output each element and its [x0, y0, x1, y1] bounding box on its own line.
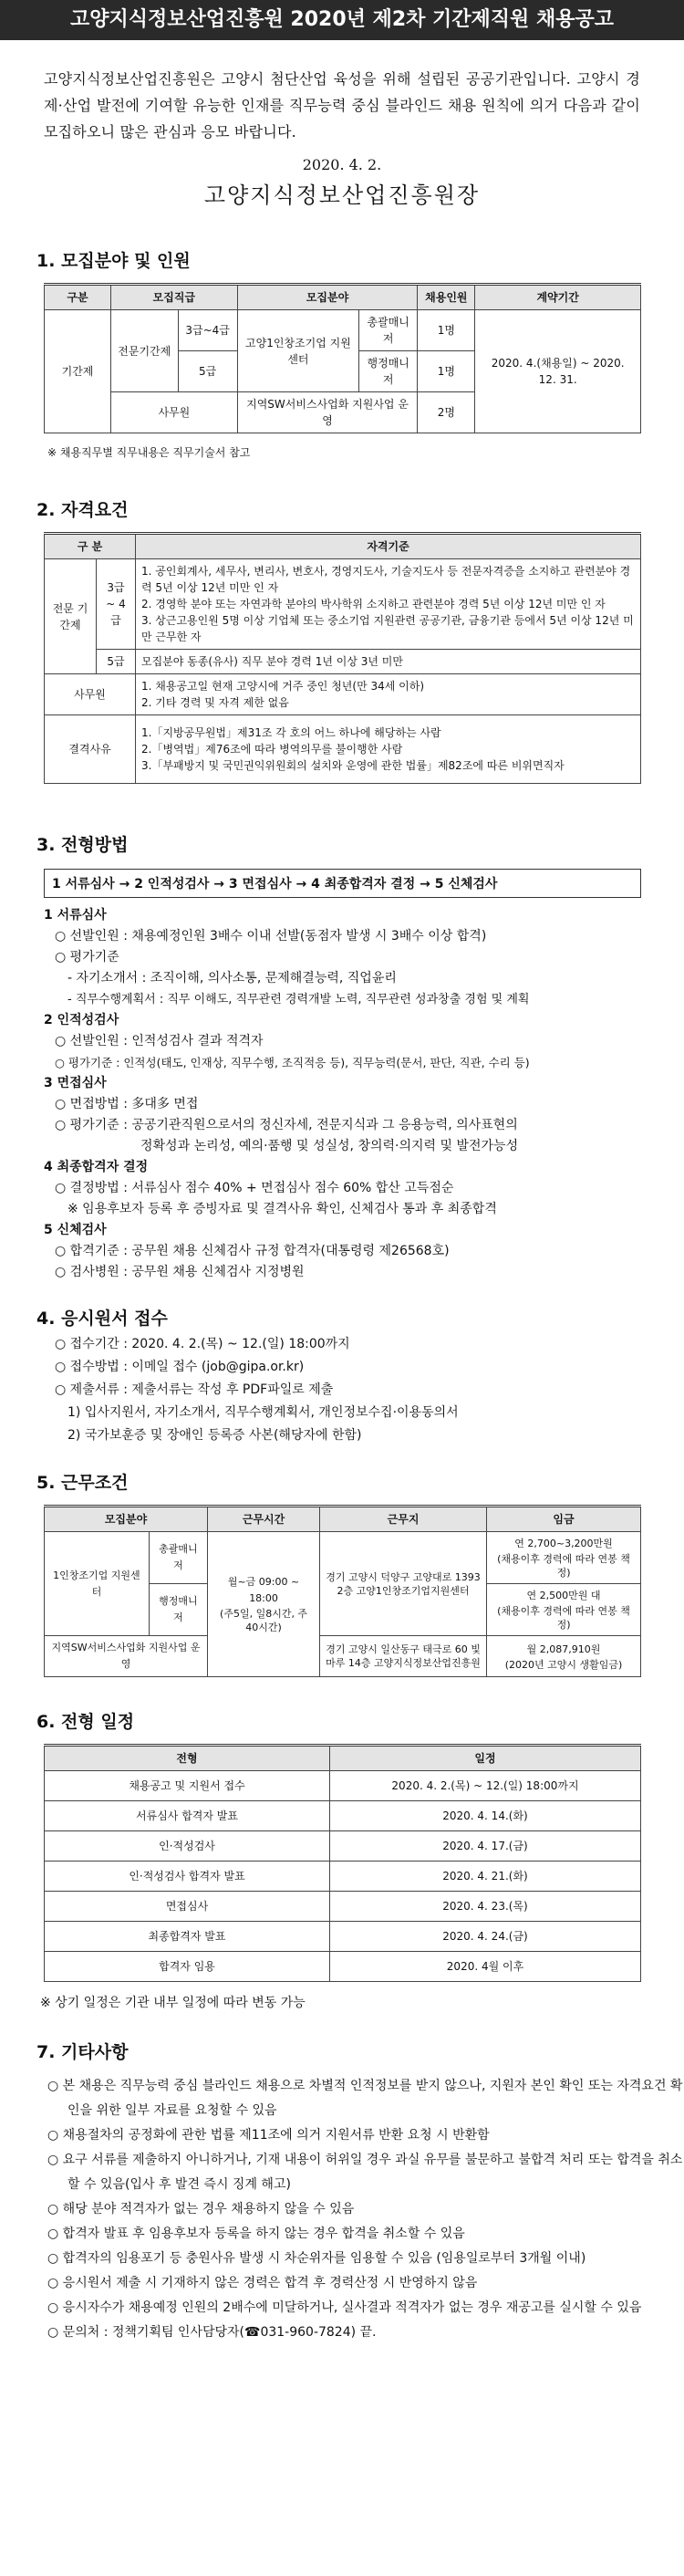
cell-count-2: 1명 — [418, 351, 475, 392]
cell-req34 — [136, 559, 641, 650]
notice-date: 2020. 4. 2. — [302, 156, 382, 173]
selection-flow: 1 서류심사 → 2 인적성검사 → 3 면접심사 → 4 최종합격자 결정 → 5 신체검사 — [44, 869, 641, 898]
cell-center: 1인창조기업 지원센터 — [45, 1532, 150, 1636]
req3-item: 1.「지방공무원법」제31조 각 호의 어느 하나에 해당하는 사람 — [141, 726, 441, 739]
application-details — [44, 1333, 684, 1447]
cell-count-3: 2명 — [418, 392, 475, 433]
cell-r3: 지역SW서비스사업화 지원사업 운영 — [45, 1636, 208, 1677]
section-3-heading: 3. 전형방법 — [36, 835, 129, 855]
step-3-line: ○ 면접방법 : 多대多 면접 — [55, 1097, 199, 1111]
apply-line: 1) 입사지원서, 자기소개서, 직무수행계획서, 개인정보수집·이용동의서 — [67, 1405, 459, 1420]
work-conditions-table — [44, 1505, 641, 1677]
pay2-text: 연 2,500만원 대 — [526, 1590, 601, 1601]
pay3-note: (2020년 고양시 생활임금) — [504, 1658, 623, 1671]
cell-clerk: 사무원 — [111, 392, 238, 433]
schedule-stage: 채용공고 및 지원서 접수 — [45, 1771, 330, 1801]
cell-req2 — [136, 674, 641, 715]
list-item: ○ 문의처 : 정책기획팀 인사담당자(☎031-960-7824) 끝. — [47, 2325, 377, 2340]
cell-pay3 — [487, 1636, 641, 1677]
apply-line: ○ 접수기간 : 2020. 4. 2.(목) ~ 12.(일) 18:00까지 — [55, 1337, 350, 1351]
selection-details — [44, 905, 684, 1283]
schedule-date: 2020. 4. 21.(화) — [330, 1862, 641, 1892]
list-item: ○ 합격자의 임용포기 등 충원사유 발생 시 차순위자를 임용할 수 있음 (임용일로부터 3개월 이내) — [47, 2251, 586, 2266]
s1-note: ※ 채용직무별 직무내용은 직무기술서 참고 — [47, 446, 251, 459]
cell-hours — [208, 1532, 320, 1677]
cell-g5: 5급 — [97, 650, 136, 674]
th-category: 구분 — [45, 285, 111, 310]
cell-place2: 경기 고양시 일산동구 태극로 60 빛마루 14층 고양지식정보산업진흥원 — [320, 1636, 487, 1677]
th-field: 모집분야 — [237, 285, 418, 310]
req34-item: 2. 경영학 분야 또는 자연과학 분야의 박사학위 소지하고 관련분야 경력 5년 이상 12년 미만 인 자 — [141, 598, 606, 610]
schedule-stage: 서류심사 합격자 발표 — [45, 1801, 330, 1831]
schedule-date: 2020. 4. 24.(금) — [330, 1922, 641, 1952]
th-stage: 전형 — [45, 1746, 330, 1771]
intro-paragraph: 고양지식정보산업진흥원은 고양시 첨단산업 육성을 위해 설립된 공공기관입니다. 고양시 경제·산업 발전에 기여할 유능한 인재를 직무능력 중심 블라인드 채용 원칙에 의거 다음과 같이 모집하오니 많은 관심과 응모 바랍니다. — [44, 70, 640, 141]
cell-center: 고양1인창조기업 지원센터 — [237, 310, 358, 392]
step-5-line: ○ 검사병원 : 공무원 채용 신체검사 지정병원 — [55, 1265, 305, 1279]
schedule-stage: 인·적성검사 — [45, 1831, 330, 1862]
cell-group: 기간제 — [45, 310, 111, 433]
step-2-line: ○ 선발인원 : 인적성검사 결과 적격자 — [55, 1034, 264, 1048]
step-1-line: - 자기소개서 : 조직이해, 의사소통, 문제해결능력, 직업윤리 — [67, 971, 397, 986]
qualification-table — [44, 532, 641, 784]
th-hours: 근무시간 — [208, 1507, 320, 1532]
req34-item: 3. 상근고용인원 5명 이상 기업체 또는 중소기업 지원관련 공공기관, 금융기관 등에서 5년 이상 12년 미만 근무한 자 — [141, 614, 634, 643]
cell-g34: 3급 ~ 4급 — [97, 559, 136, 650]
table-row — [45, 1801, 641, 1831]
cell-period: 2020. 4.(채용일) ~ 2020. 12. 31. — [475, 310, 641, 433]
section-6-heading: 6. 전형 일정 — [36, 1712, 135, 1732]
req34-item: 1. 공인회계사, 세무사, 변리사, 변호사, 경영지도사, 기술지도사 등 전문자격증을 소지하고 관련분야 경력 5년 이상 12년 미만 인 자 — [141, 565, 631, 594]
list-item: ○ 본 채용은 직무능력 중심 블라인드 채용으로 차별적 인적정보를 받지 않으나, 지원자 본인 확인 또는 자격요건 확인을 위한 일부 자료를 요청할 수 있음 — [47, 2079, 683, 2118]
misc-list — [44, 2074, 684, 2345]
pay3-text: 월 2,087,910원 — [526, 1643, 601, 1655]
hours-note: (주5일, 일8시간, 주40시간) — [220, 1608, 308, 1633]
schedule-date: 2020. 4월 이후 — [330, 1952, 641, 1982]
issuer-name: 고양지식정보산업진흥원장 — [203, 183, 481, 208]
schedule-stage: 인·적성검사 합격자 발표 — [45, 1862, 330, 1892]
list-item: ○ 해당 분야 적격자가 없는 경우 채용하지 않을 수 있음 — [47, 2202, 355, 2216]
cell-grade-2: 5급 — [178, 351, 237, 392]
cell-cat2: 사무원 — [45, 674, 136, 715]
step-3-title: 3 면접심사 — [44, 1076, 107, 1090]
list-item: ○ 합격자 발표 후 임용후보자 등록을 하지 않는 경우 합격을 취소할 수 있음 — [47, 2227, 465, 2241]
list-item: ○ 응시자수가 채용예정 인원의 2배수에 미달하거나, 실사결과 적격자가 없는 경우 재공고를 실시할 수 있음 — [47, 2300, 642, 2315]
step-5-title: 5 신체검사 — [44, 1223, 107, 1237]
step-1-line: ○ 평가기준 — [55, 950, 119, 965]
table-row — [45, 1922, 641, 1952]
th-pay: 임금 — [487, 1507, 641, 1532]
th-field: 모집분야 — [45, 1507, 208, 1532]
cell-place1: 경기 고양시 덕양구 고양대로 1393 2층 고양1인창조기업지원센터 — [320, 1532, 487, 1636]
cell-f1: 총괄매니저 — [149, 1532, 207, 1584]
section-2-heading: 2. 자격요건 — [36, 500, 129, 520]
schedule-date: 2020. 4. 2.(목) ~ 12.(일) 18:00까지 — [330, 1771, 641, 1801]
th-headcount: 채용인원 — [418, 285, 475, 310]
schedule-date: 2020. 4. 14.(화) — [330, 1801, 641, 1831]
schedule-table — [44, 1744, 641, 1982]
th-grade: 모집직급 — [111, 285, 238, 310]
table-row — [45, 1771, 641, 1801]
apply-line: ○ 접수방법 : 이메일 접수 (job@gipa.or.kr) — [55, 1360, 305, 1374]
schedule-date: 2020. 4. 17.(금) — [330, 1831, 641, 1862]
req2-item: 2. 기타 경력 및 자격 제한 없음 — [141, 696, 289, 709]
step-4-line: ※ 임용후보자 등록 후 증빙자료 및 결격사유 확인, 신체검사 통과 후 최종합격 — [67, 1202, 497, 1216]
cell-grade-1: 3급~4급 — [178, 310, 237, 351]
cell-field-2: 행정매니저 — [359, 351, 418, 392]
step-1-line: - 직무수행계획서 : 직무 이해도, 직무관련 경력개발 노력, 직무관련 성과창출 경험 및 계획 — [67, 993, 530, 1006]
step-1-line: ○ 선발인원 : 채용예정인원 3배수 이내 선발(동점자 발생 시 3배수 이상 합격) — [55, 929, 487, 944]
req3-item: 2.「병역법」제76조에 따라 병역의무를 불이행한 사람 — [141, 743, 403, 756]
th-criteria: 자격기준 — [136, 534, 641, 559]
cell-cat1: 전문 기간제 — [45, 559, 97, 674]
th-date: 일정 — [330, 1746, 641, 1771]
list-item: ○ 요구 서류를 제출하지 아니하거나, 기재 내용이 허위일 경우 과실 유무를 불문하고 불합격 처리 또는 합격을 취소할 수 있음(입사 후 발견 즉시 징계 해고) — [47, 2153, 683, 2192]
section-7-heading: 7. 기타사항 — [36, 2042, 129, 2062]
step-3-line: 정확성과 논리성, 예의·품행 및 성실성, 창의력·의지력 및 발전가능성 — [140, 1139, 519, 1153]
req3-item: 3.「부패방지 및 국민권익위원회의 설치와 운영에 관한 법률」제82조에 따른 비위면직자 — [141, 759, 565, 772]
section-5-heading: 5. 근무조건 — [36, 1473, 129, 1493]
list-item: ○ 응시원서 제출 시 기재하지 않은 경력은 합격 후 경력산정 시 반영하지 않음 — [47, 2276, 478, 2290]
table-row — [45, 1862, 641, 1892]
step-2-title: 2 인적성검사 — [44, 1013, 119, 1027]
table-row — [45, 1952, 641, 1982]
step-2-line: ○ 평가기준 : 인적성(태도, 인재상, 직무수행, 조직적응 등), 직무능력(문서, 판단, 직관, 수리 등) — [55, 1056, 530, 1069]
table-row — [45, 1892, 641, 1922]
step-1-title: 1 서류심사 — [44, 908, 107, 923]
apply-line: 2) 국가보훈증 및 장애인 등록증 사본(해당자에 한함) — [67, 1428, 362, 1443]
schedule-stage: 최종합격자 발표 — [45, 1922, 330, 1952]
th-division: 구 분 — [45, 534, 136, 559]
pay2-note: (채용이후 경력에 따라 연봉 책정) — [497, 1605, 630, 1631]
cell-pay2 — [487, 1584, 641, 1636]
cell-pay1 — [487, 1532, 641, 1584]
cell-req5: 모집분야 동종(유사) 직무 분야 경력 1년 이상 3년 미만 — [136, 650, 641, 674]
cell-count-1: 1명 — [418, 310, 475, 351]
list-item: ○ 채용절차의 공정화에 관한 법률 제11조에 의거 지원서류 반환 요청 시 반환함 — [47, 2128, 490, 2143]
section-4-heading: 4. 응시원서 접수 — [36, 1309, 168, 1329]
schedule-stage: 합격자 임용 — [45, 1952, 330, 1982]
cell-req3 — [136, 715, 641, 784]
cell-cat3: 결격사유 — [45, 715, 136, 784]
recruitment-table — [44, 283, 641, 433]
cell-sub: 전문기간제 — [111, 310, 179, 392]
s6-note: ※ 상기 일정은 기관 내부 일정에 따라 변동 가능 — [40, 1996, 306, 2010]
step-4-line: ○ 결정방법 : 서류심사 점수 40% + 면접심사 점수 60% 합산 고득점순 — [55, 1181, 454, 1195]
cell-f2: 행정매니저 — [149, 1584, 207, 1636]
cell-sw-field: 지역SW서비스사업화 지원사업 운영 — [237, 392, 418, 433]
pay1-note: (채용이후 경력에 따라 연봉 책정) — [497, 1553, 630, 1579]
pay1-text: 연 2,700~3,200만원 — [514, 1538, 613, 1549]
page-title: 고양지식정보산업진흥원 2020년 제2차 기간제직원 채용공고 — [0, 0, 684, 40]
cell-field-1: 총괄매니저 — [359, 310, 418, 351]
step-3-line: ○ 평가기준 : 공공기관직원으로서의 정신자세, 전문지식과 그 응용능력, 의사표현의 — [55, 1118, 518, 1132]
th-period: 계약기간 — [475, 285, 641, 310]
section-1-heading: 1. 모집분야 및 인원 — [36, 251, 191, 271]
req2-item: 1. 채용공고일 현재 고양시에 거주 중인 청년(만 34세 이하) — [141, 680, 425, 693]
step-5-line: ○ 합격기준 : 공무원 채용 신체검사 규정 합격자(대통령령 제26568호) — [55, 1244, 450, 1258]
table-row — [45, 1831, 641, 1862]
th-place: 근무지 — [320, 1507, 487, 1532]
schedule-stage: 면접심사 — [45, 1892, 330, 1922]
hours-text: 월~금 09:00 ~ 18:00 — [227, 1576, 300, 1604]
apply-line: ○ 제출서류 : 제출서류는 작성 후 PDF파일로 제출 — [55, 1382, 334, 1397]
schedule-date: 2020. 4. 23.(목) — [330, 1892, 641, 1922]
step-4-title: 4 최종합격자 결정 — [44, 1160, 149, 1174]
